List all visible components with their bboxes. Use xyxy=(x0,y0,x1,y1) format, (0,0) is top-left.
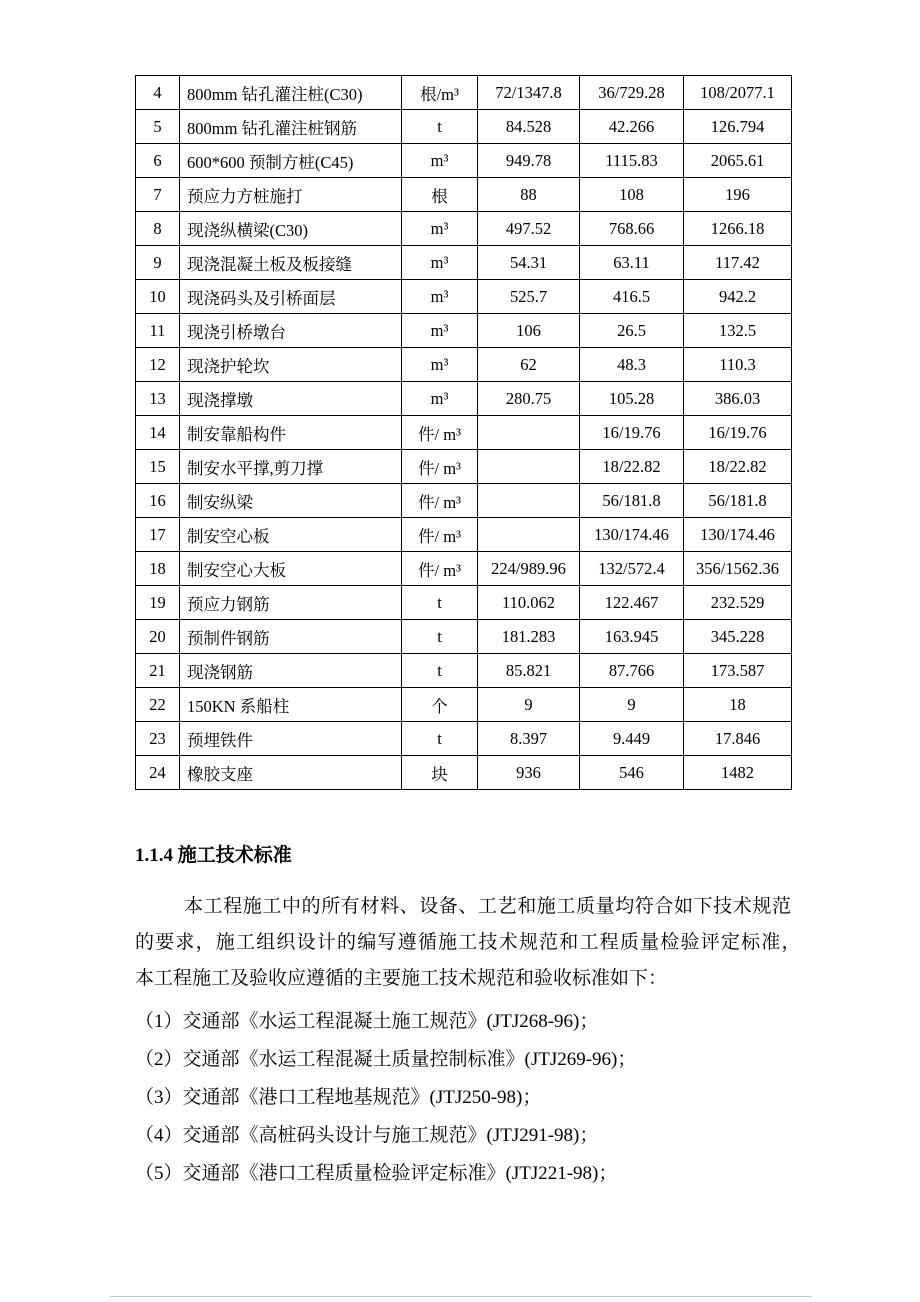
cell-qty-1: 936 xyxy=(478,756,580,790)
cell-item-name: 现浇码头及引桥面层 xyxy=(180,280,402,314)
table-row xyxy=(136,756,792,790)
table-row xyxy=(136,144,792,178)
cell-qty-1: 85.821 xyxy=(478,654,580,688)
table-row xyxy=(136,518,792,552)
cell-qty-total: 1266.18 xyxy=(684,212,792,246)
table-row xyxy=(136,76,792,110)
cell-unit: 件/ m³ xyxy=(402,484,478,518)
standard-list-item: （4）交通部《高桩码头设计与施工规范》(JTJ291-98)； xyxy=(135,1125,599,1146)
cell-row-number: 16 xyxy=(136,484,180,518)
cell-item-name: 现浇混凝土板及板接缝 xyxy=(180,246,402,280)
cell-unit: m³ xyxy=(402,212,478,246)
cell-qty-total: 345.228 xyxy=(684,620,792,654)
cell-row-number: 24 xyxy=(136,756,180,790)
standard-list-item: （2）交通部《水运工程混凝土质量控制标准》(JTJ269-96)； xyxy=(135,1049,637,1070)
standard-list-item: （5）交通部《港口工程质量检验评定标准》(JTJ221-98)； xyxy=(135,1163,618,1184)
quantities-table xyxy=(135,75,792,790)
cell-row-number: 23 xyxy=(136,722,180,756)
cell-qty-2: 36/729.28 xyxy=(580,76,684,110)
cell-unit: 件/ m³ xyxy=(402,450,478,484)
table-row xyxy=(136,688,792,722)
cell-unit: t xyxy=(402,654,478,688)
table-row xyxy=(136,586,792,620)
cell-item-name: 预埋铁件 xyxy=(180,722,402,756)
cell-unit: m³ xyxy=(402,144,478,178)
cell-qty-total: 196 xyxy=(684,178,792,212)
cell-unit: m³ xyxy=(402,382,478,416)
table-row xyxy=(136,416,792,450)
cell-qty-1: 84.528 xyxy=(478,110,580,144)
cell-item-name: 制安空心板 xyxy=(180,518,402,552)
cell-qty-1: 62 xyxy=(478,348,580,382)
cell-item-name: 预应力方桩施打 xyxy=(180,178,402,212)
cell-row-number: 13 xyxy=(136,382,180,416)
table-row xyxy=(136,382,792,416)
cell-qty-2: 546 xyxy=(580,756,684,790)
cell-qty-2: 9.449 xyxy=(580,722,684,756)
cell-row-number: 15 xyxy=(136,450,180,484)
cell-qty-2: 56/181.8 xyxy=(580,484,684,518)
standard-list-item: （1）交通部《水运工程混凝土施工规范》(JTJ268-96)； xyxy=(135,1011,599,1032)
cell-row-number: 10 xyxy=(136,280,180,314)
cell-qty-total: 1482 xyxy=(684,756,792,790)
cell-qty-total: 117.42 xyxy=(684,246,792,280)
cell-unit: m³ xyxy=(402,348,478,382)
cell-qty-2: 87.766 xyxy=(580,654,684,688)
table-row xyxy=(136,722,792,756)
cell-row-number: 9 xyxy=(136,246,180,280)
cell-qty-1: 8.397 xyxy=(478,722,580,756)
cell-row-number: 20 xyxy=(136,620,180,654)
cell-item-name: 现浇护轮坎 xyxy=(180,348,402,382)
cell-unit: m³ xyxy=(402,280,478,314)
cell-row-number: 14 xyxy=(136,416,180,450)
cell-qty-total: 17.846 xyxy=(684,722,792,756)
cell-qty-total: 18 xyxy=(684,688,792,722)
table-row xyxy=(136,654,792,688)
cell-qty-2: 9 xyxy=(580,688,684,722)
cell-item-name: 800mm 钻孔灌注桩钢筋 xyxy=(180,110,402,144)
cell-qty-1: 72/1347.8 xyxy=(478,76,580,110)
cell-item-name: 现浇撑墩 xyxy=(180,382,402,416)
table-row xyxy=(136,620,792,654)
cell-row-number: 22 xyxy=(136,688,180,722)
cell-unit: 个 xyxy=(402,688,478,722)
cell-unit: m³ xyxy=(402,314,478,348)
cell-unit: 件/ m³ xyxy=(402,552,478,586)
cell-unit: m³ xyxy=(402,246,478,280)
cell-row-number: 11 xyxy=(136,314,180,348)
cell-qty-total: 2065.61 xyxy=(684,144,792,178)
cell-item-name: 600*600 预制方桩(C45) xyxy=(180,144,402,178)
table-row xyxy=(136,178,792,212)
cell-qty-2: 768.66 xyxy=(580,212,684,246)
cell-row-number: 18 xyxy=(136,552,180,586)
cell-qty-total: 18/22.82 xyxy=(684,450,792,484)
cell-qty-total: 942.2 xyxy=(684,280,792,314)
section-paragraph: 本工程施工中的所有材料、设备、工艺和施工质量均符合如下技术规范的要求，施工组织设计的编写遵循施工技术规范和工程质量检验评定标准， 本工程施工及验收应遵循的主要施工技术规范和验收标准如下： xyxy=(135,896,849,989)
table-row xyxy=(136,348,792,382)
cell-unit: 根 xyxy=(402,178,478,212)
table-row xyxy=(136,314,792,348)
cell-qty-2: 48.3 xyxy=(580,348,684,382)
section-heading: 1.1.4 施工技术标准 xyxy=(135,845,292,866)
standard-list-item: （3）交通部《港口工程地基规范》(JTJ250-98)； xyxy=(135,1087,542,1108)
cell-row-number: 7 xyxy=(136,178,180,212)
cell-unit: t xyxy=(402,722,478,756)
cell-qty-total: 232.529 xyxy=(684,586,792,620)
cell-item-name: 橡胶支座 xyxy=(180,756,402,790)
cell-qty-total: 130/174.46 xyxy=(684,518,792,552)
page-footer-divider xyxy=(110,1296,812,1297)
cell-qty-2: 16/19.76 xyxy=(580,416,684,450)
cell-qty-1: 949.78 xyxy=(478,144,580,178)
cell-row-number: 17 xyxy=(136,518,180,552)
cell-qty-total: 110.3 xyxy=(684,348,792,382)
cell-qty-total: 108/2077.1 xyxy=(684,76,792,110)
cell-item-name: 预应力钢筋 xyxy=(180,586,402,620)
cell-qty-2: 163.945 xyxy=(580,620,684,654)
cell-qty-1: 497.52 xyxy=(478,212,580,246)
cell-qty-total: 132.5 xyxy=(684,314,792,348)
cell-qty-2: 42.266 xyxy=(580,110,684,144)
cell-unit: 件/ m³ xyxy=(402,416,478,450)
cell-row-number: 8 xyxy=(136,212,180,246)
cell-unit: 件/ m³ xyxy=(402,518,478,552)
cell-qty-total: 386.03 xyxy=(684,382,792,416)
document-page xyxy=(135,75,849,1193)
table-row xyxy=(136,110,792,144)
cell-qty-1: 54.31 xyxy=(478,246,580,280)
cell-unit: t xyxy=(402,620,478,654)
cell-row-number: 6 xyxy=(136,144,180,178)
standards-list xyxy=(135,1003,791,1193)
cell-item-name: 制安靠船构件 xyxy=(180,416,402,450)
cell-qty-2: 1115.83 xyxy=(580,144,684,178)
cell-qty-2: 416.5 xyxy=(580,280,684,314)
cell-qty-1 xyxy=(478,416,580,450)
cell-qty-1: 110.062 xyxy=(478,586,580,620)
table-row xyxy=(136,212,792,246)
cell-qty-total: 173.587 xyxy=(684,654,792,688)
cell-qty-1 xyxy=(478,484,580,518)
cell-qty-1: 224/989.96 xyxy=(478,552,580,586)
quantities-table-body xyxy=(136,76,792,790)
table-row xyxy=(136,450,792,484)
cell-qty-1: 88 xyxy=(478,178,580,212)
cell-qty-1: 280.75 xyxy=(478,382,580,416)
table-row xyxy=(136,280,792,314)
cell-row-number: 12 xyxy=(136,348,180,382)
cell-item-name: 800mm 钻孔灌注桩(C30) xyxy=(180,76,402,110)
cell-qty-1 xyxy=(478,518,580,552)
cell-qty-total: 16/19.76 xyxy=(684,416,792,450)
cell-qty-total: 356/1562.36 xyxy=(684,552,792,586)
cell-item-name: 制安空心大板 xyxy=(180,552,402,586)
table-row xyxy=(136,246,792,280)
cell-qty-2: 63.11 xyxy=(580,246,684,280)
cell-item-name: 现浇纵横梁(C30) xyxy=(180,212,402,246)
cell-qty-total: 126.794 xyxy=(684,110,792,144)
cell-item-name: 150KN 系船柱 xyxy=(180,688,402,722)
cell-item-name: 制安纵梁 xyxy=(180,484,402,518)
cell-qty-2: 26.5 xyxy=(580,314,684,348)
cell-qty-2: 105.28 xyxy=(580,382,684,416)
cell-qty-1: 181.283 xyxy=(478,620,580,654)
cell-qty-2: 108 xyxy=(580,178,684,212)
cell-item-name: 制安水平撑,剪刀撑 xyxy=(180,450,402,484)
cell-row-number: 4 xyxy=(136,76,180,110)
cell-row-number: 19 xyxy=(136,586,180,620)
cell-item-name: 现浇引桥墩台 xyxy=(180,314,402,348)
cell-row-number: 21 xyxy=(136,654,180,688)
cell-qty-1 xyxy=(478,450,580,484)
cell-unit: 块 xyxy=(402,756,478,790)
cell-unit: t xyxy=(402,586,478,620)
cell-qty-1: 9 xyxy=(478,688,580,722)
cell-item-name: 现浇钢筋 xyxy=(180,654,402,688)
cell-item-name: 预制件钢筋 xyxy=(180,620,402,654)
cell-qty-2: 122.467 xyxy=(580,586,684,620)
cell-unit: t xyxy=(402,110,478,144)
table-row xyxy=(136,484,792,518)
cell-row-number: 5 xyxy=(136,110,180,144)
cell-qty-2: 18/22.82 xyxy=(580,450,684,484)
cell-qty-total: 56/181.8 xyxy=(684,484,792,518)
cell-qty-1: 525.7 xyxy=(478,280,580,314)
table-row xyxy=(136,552,792,586)
cell-qty-2: 132/572.4 xyxy=(580,552,684,586)
cell-qty-2: 130/174.46 xyxy=(580,518,684,552)
cell-unit: 根/m³ xyxy=(402,76,478,110)
cell-qty-1: 106 xyxy=(478,314,580,348)
